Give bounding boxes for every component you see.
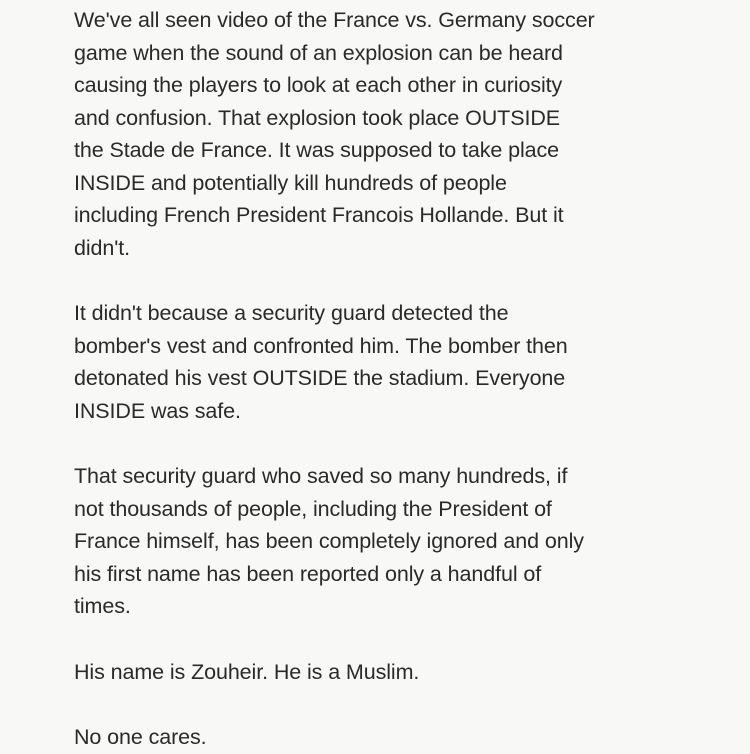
paragraph-explosion-story: We've all seen video of the France vs. Germany soccer game when the sound of an explosion can be heard causing the players to look at each other in curiosity and confusion. That explosion took place OUTSIDE the Stade de France. It was supposed to take place INSIDE and potentially kill hundreds of people including French President Francois Hollande. But it didn't. [74,8,595,260]
paragraph-guard-ignored: That security guard who saved so many hundreds, if not thousands of people, including the President of France himself, has been completely ignored and only his first name has been reported only a handful of times. [74,464,584,618]
paragraph-closing: No one cares. [74,725,207,749]
paragraph-security-guard: It didn't because a security guard detected the bomber's vest and confronted him. The bomber then detonated his vest OUTSIDE the stadium. Everyone INSIDE was safe. [74,301,568,423]
paragraph-guard-name: His name is Zouheir. He is a Muslim. [74,659,420,684]
